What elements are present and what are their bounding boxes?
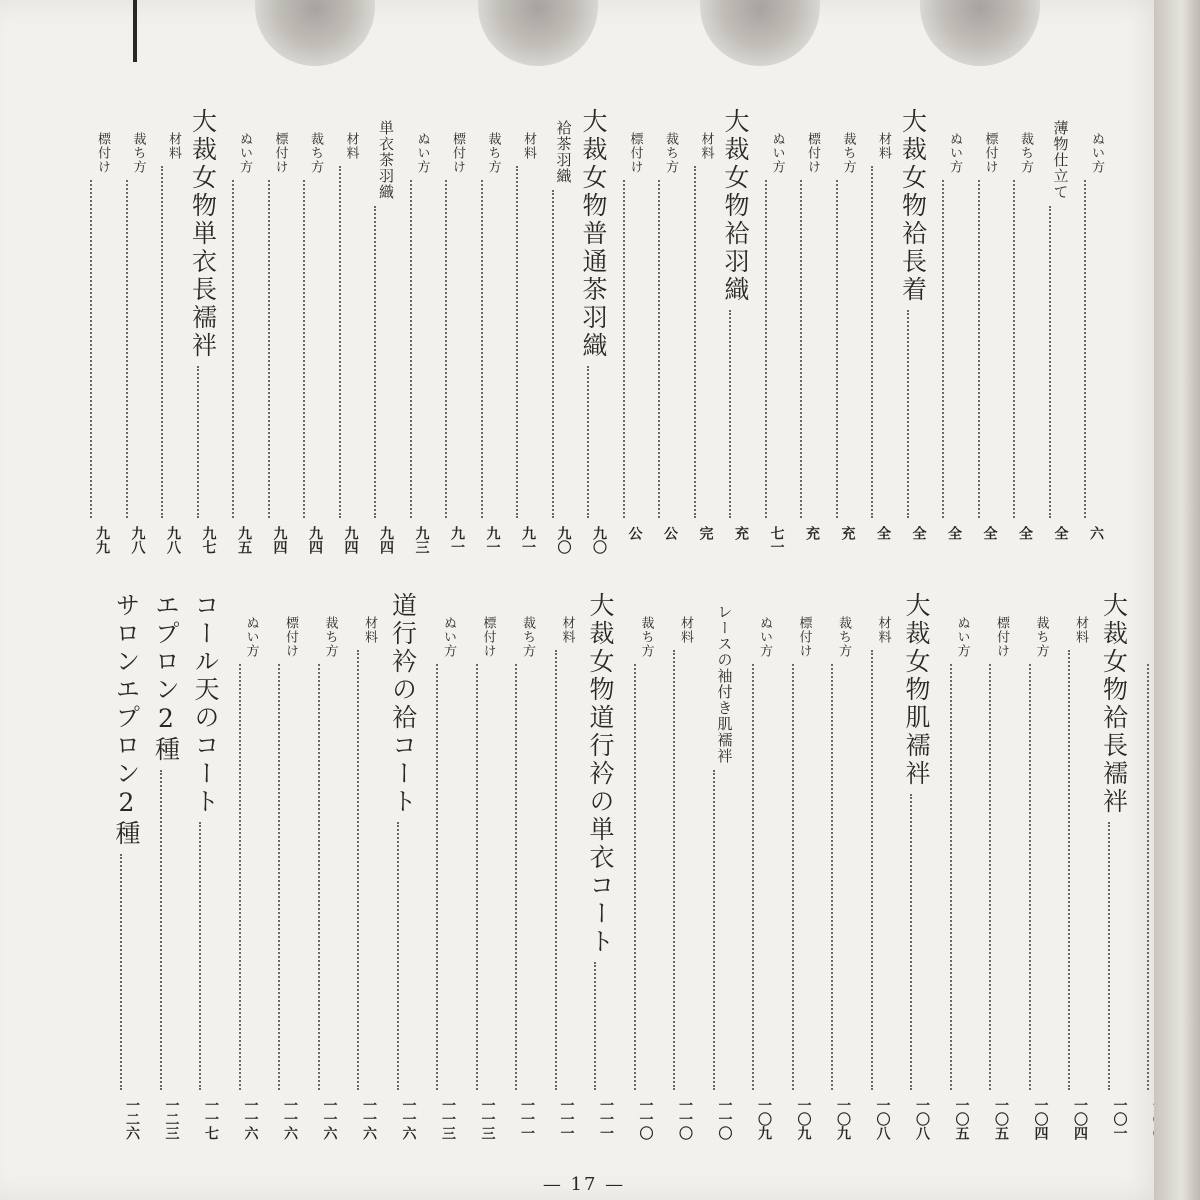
entry-title: 大裁女物道行衿の単衣コート [586,592,615,956]
leader-dots [942,180,944,518]
leader-dots [516,166,518,518]
leader-dots [594,962,596,1090]
leader-dots [871,650,873,1090]
entry-page-number: 一一〇 [716,1098,733,1140]
entry-title: 標付け [627,132,643,174]
entry-title: ぬい方 [954,616,970,658]
toc-entry-item [639,108,677,568]
toc-entry-item [417,592,455,1164]
toc-entry-item [259,592,297,1164]
toc-entry-item [931,592,969,1164]
leader-dots [303,180,305,518]
toc-entry-item [220,592,258,1164]
toc-entry-item [1010,592,1048,1164]
toc-entry-item [536,592,574,1164]
leader-dots [410,180,412,518]
leader-dots [1108,822,1110,1090]
entry-page-number: 一一六 [321,1098,338,1140]
leader-dots [197,366,199,518]
entry-page-number: 一一六 [242,1098,259,1140]
entry-title: 標付け [994,616,1009,658]
entry-page-number: 九七 [200,526,217,554]
entry-title: 材料 [559,616,575,644]
leader-dots [476,664,478,1090]
entry-page-number: 一〇八 [914,1098,930,1140]
toc-entry-item [615,592,653,1164]
decorative-tab [700,0,820,66]
entry-title: レースの袖付き肌襦袢 [715,604,734,764]
toc-entry-item [654,592,692,1164]
leader-dots [831,664,833,1090]
entry-title: 標付け [95,132,110,174]
entry-title: 標付け [450,132,465,174]
leader-dots [232,180,234,518]
entry-title: 裁ち方 [638,616,654,658]
toc-entry-heading [710,108,748,568]
toc-entry-item [812,592,850,1164]
entry-page-number: 九一 [449,526,465,554]
entry-page-number: 九四 [378,526,394,554]
toc-entry-item [142,108,180,568]
leader-dots [836,180,838,518]
entry-page-number: 全 [946,526,962,540]
decorative-tab [478,0,598,66]
entry-title: 裁ち方 [308,132,323,174]
entry-title: 裁ち方 [130,132,146,174]
entry-page-number: 九四 [271,526,288,554]
entry-title: 標付け [283,616,298,658]
entry-title: 裁ち方 [1018,132,1033,174]
leader-dots [555,650,557,1090]
entry-page-number: 一一〇 [637,1098,654,1140]
toc-entry-item [923,108,961,568]
entry-page-number: 一〇五 [993,1098,1009,1140]
entry-page-number: 六 [1088,526,1104,540]
entry-page-number: 一〇九 [835,1098,851,1140]
leader-dots [161,166,163,518]
toc-entry-heading [178,108,216,568]
leader-dots [792,664,794,1090]
leader-dots [1068,650,1070,1090]
entry-title: コール天のコート [191,592,220,816]
entry-page-number: 九五 [236,526,252,554]
toc-entry-item [733,592,771,1164]
leader-dots [694,166,696,518]
entry-title: ぬい方 [414,132,430,174]
toc-entry-item [496,592,534,1164]
entry-title: 裁ち方 [520,616,535,658]
entry-page-number: 一〇一 [1111,1098,1128,1140]
margin-rule [133,0,137,62]
entry-page-number: 一一三 [440,1098,456,1140]
toc-entry-item [675,108,713,568]
entry-page-number: 九一 [520,526,536,554]
entry-page-number: 一一六 [361,1098,377,1140]
toc-entry-item [213,108,251,568]
toc-entry-heading [378,592,416,1164]
entry-title: 標付け [796,616,812,658]
leader-dots [713,770,715,1090]
entry-page-number: 九四 [307,526,323,554]
entry-page-number: 充 [733,526,749,540]
entry-page-number: 一〇九 [795,1098,812,1140]
toc-entry-item [817,108,855,568]
decorative-tab [255,0,375,66]
toc-entry-heading [575,592,613,1164]
toc-entry-item [604,108,642,568]
toc-entry-heading [568,108,606,568]
leader-dots [1147,664,1149,1090]
toc-entry-item [852,592,890,1164]
entry-title: 大裁女物袷羽織 [721,108,750,304]
decorative-tab [920,0,1040,66]
leader-dots [481,180,483,518]
entry-title: ぬい方 [947,132,962,174]
toc-entry-item [391,108,429,568]
entry-page-number: 一〇八 [874,1098,891,1140]
leader-dots [729,310,731,518]
toc-entry-item [462,108,500,568]
entry-title: 標付け [805,132,820,174]
toc-entry-sub [533,108,571,568]
entry-page-number: 一一三 [479,1098,496,1140]
entry-title: 大裁女物袷長着 [898,108,928,304]
leader-dots [658,180,660,518]
leader-dots [673,650,675,1090]
entry-page-number: 全 [1017,526,1033,540]
entry-page-number: 一〇五 [953,1098,970,1140]
entry-title: 材料 [521,132,536,160]
entry-page-number: 九八 [165,526,181,554]
toc-entry-sub [694,592,732,1164]
entry-title: サロンエプロン2種 [112,592,141,848]
leader-dots [950,664,952,1090]
entry-page-number: 充 [804,526,820,540]
entry-title: 材料 [362,616,377,644]
leader-dots [978,180,980,518]
leader-dots [587,366,589,518]
leader-dots [160,770,162,1090]
entry-title: 材料 [876,132,891,160]
toc-entry-heading [891,592,929,1164]
entry-title: 袷茶羽織 [554,120,573,184]
leader-dots [445,180,447,518]
entry-page-number: 一二三 [163,1098,180,1140]
leader-dots [339,166,341,518]
entry-page-number: 九〇 [555,526,572,554]
leader-dots [800,180,802,518]
entry-title: ぬい方 [757,616,772,658]
entry-page-number: 全 [910,526,927,540]
entry-title: 材料 [166,132,181,160]
entry-page-number: 一〇九 [756,1098,772,1140]
leader-dots [268,180,270,518]
toc-entry-sub [355,108,393,568]
leader-dots [357,650,359,1090]
leader-dots [1084,180,1086,518]
leader-dots [765,180,767,518]
entry-title: 大裁女物単衣長襦袢 [188,108,218,360]
entry-title: 道行衿の袷コート [388,592,418,816]
leader-dots [278,664,280,1090]
entry-title: エプロン2種 [151,592,181,764]
toc-entry-item [249,108,287,568]
entry-title: 材料 [875,616,891,644]
entry-page-number: 九八 [129,526,146,554]
toc-entry-item [457,592,495,1164]
toc-entry-item [746,108,784,568]
entry-page-number: 九一 [484,526,501,554]
toc-entry-heading [101,592,139,1164]
leader-dots [90,180,92,518]
entry-page-number: 七一 [768,526,785,554]
toc-entry-item [299,592,337,1164]
entry-title: ぬい方 [237,132,252,174]
entry-title: 大裁女物袷長襦袢 [1099,592,1129,816]
entry-page-number: 全 [875,526,891,540]
leader-dots [989,664,991,1090]
entry-title: 単衣茶羽織 [377,120,395,200]
entry-title: 標付け [982,132,998,174]
entry-title: 裁ち方 [840,132,856,174]
entry-title: 薄物仕立て [1051,120,1070,200]
entry-title: 標付け [272,132,288,174]
toc-entry-item [959,108,997,568]
page-number: — 17 — [542,1174,626,1195]
leader-dots [910,794,912,1090]
entry-title: 裁ち方 [1033,616,1049,658]
toc-entry-item [497,108,535,568]
entry-title: 裁ち方 [836,616,851,658]
leader-dots [752,664,754,1090]
entry-page-number: 一〇四 [1072,1098,1088,1140]
toc-entry-heading [888,108,926,568]
leader-dots [126,180,128,518]
toc-lower-block [0,592,1168,1164]
leader-dots [623,180,625,518]
toc-entry-item [107,108,145,568]
entry-page-number: 全 [981,526,998,540]
toc-entry-item [994,108,1032,568]
toc-entry-item [71,108,109,568]
entry-page-number: 一一六 [282,1098,298,1140]
leader-dots [436,664,438,1090]
toc-entry-item [1065,108,1103,568]
entry-title: 材料 [678,616,693,644]
entry-page-number: 九四 [342,526,359,554]
entry-title: 裁ち方 [322,616,338,658]
entry-page-number: 公 [626,526,643,540]
entry-title: 裁ち方 [485,132,501,174]
entry-page-number: 公 [662,526,678,540]
toc-entry-item [426,108,464,568]
leader-dots [871,166,873,518]
leader-dots [1029,664,1031,1090]
toc-entry-heading [141,592,179,1164]
toc-entry-item [781,108,819,568]
leader-dots [397,822,399,1090]
leader-dots [374,206,376,518]
entry-title: ぬい方 [1089,132,1104,174]
leader-dots [552,190,554,518]
entry-page-number: 完 [697,526,714,540]
leader-dots [318,664,320,1090]
entry-page-number: 九〇 [591,526,607,554]
toc-entry-heading [1089,592,1127,1164]
toc-entry-item [320,108,358,568]
entry-page-number: 全 [1052,526,1069,540]
entry-title: ぬい方 [441,616,456,658]
leader-dots [515,664,517,1090]
toc-entry-heading [180,592,218,1164]
entry-page-number: 九九 [94,526,110,554]
entry-title: 材料 [343,132,359,160]
entry-title: ぬい方 [243,616,259,658]
toc-upper-block [0,108,1168,568]
leader-dots [239,664,241,1090]
toc-entry-item [852,108,890,568]
entry-title: 大裁女物肌襦袢 [902,592,931,788]
entry-page-number: 一一一 [598,1098,614,1140]
toc-entry-item [970,592,1008,1164]
entry-page-number: 一一〇 [677,1098,693,1140]
toc-entry-item [338,592,376,1164]
leader-dots [120,854,122,1090]
page-edge [1154,0,1200,1200]
leader-dots [907,310,909,518]
entry-title: 材料 [698,132,714,160]
leader-dots [199,822,201,1090]
leader-dots [1049,206,1051,518]
leader-dots [1013,180,1015,518]
entry-page-number: 一一七 [203,1098,219,1140]
toc-entry-sub [1030,108,1068,568]
toc-entry-item [284,108,322,568]
entry-page-number: 充 [839,526,856,540]
entry-title: ぬい方 [769,132,785,174]
entry-page-number: 九三 [413,526,430,554]
leader-dots [634,664,636,1090]
entry-title: 材料 [1073,616,1088,644]
entry-page-number: 一二六 [124,1098,140,1140]
entry-title: 大裁女物普通茶羽織 [579,108,608,360]
entry-title: 裁ち方 [663,132,678,174]
entry-page-number: 一〇四 [1032,1098,1049,1140]
toc-entry-item [1049,592,1087,1164]
entry-title: 標付け [480,616,496,658]
entry-page-number: 一一一 [519,1098,535,1140]
entry-page-number: 一一六 [400,1098,417,1140]
entry-page-number: 一一一 [558,1098,575,1140]
toc-entry-item [773,592,811,1164]
